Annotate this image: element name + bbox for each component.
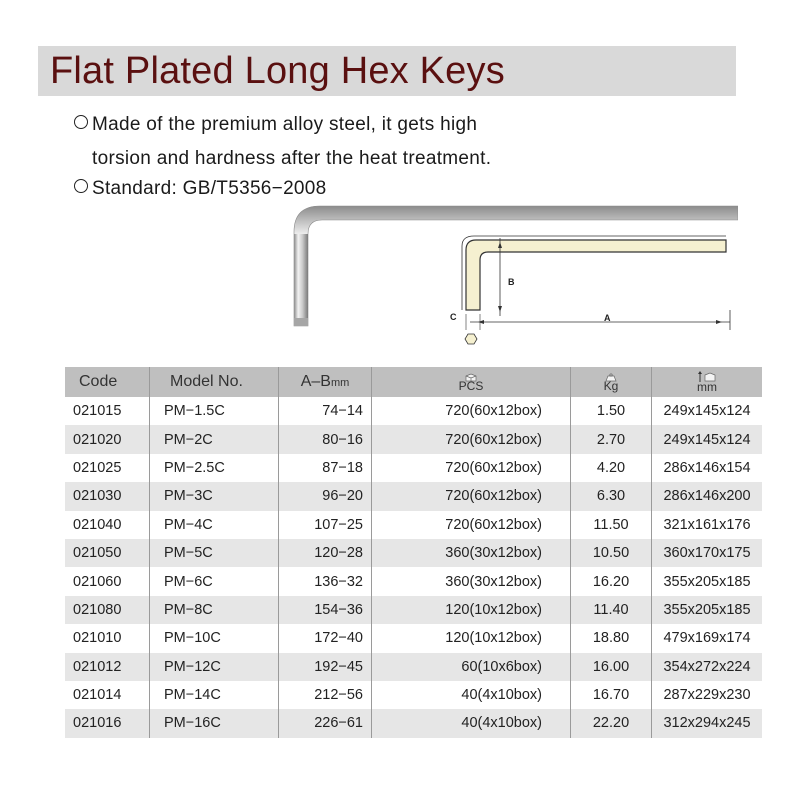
header-pcs bbox=[372, 367, 571, 397]
cell-code: 021010 bbox=[65, 624, 150, 652]
cell-mm: 249x145x124 bbox=[663, 403, 751, 420]
cell-mm: 321x161x176 bbox=[663, 516, 751, 533]
header-ab-label: A–B bbox=[300, 373, 331, 390]
feature-item bbox=[74, 108, 491, 142]
cell-mm: 287x229x230 bbox=[663, 687, 751, 704]
title-bar bbox=[38, 46, 736, 96]
cell-pcs: 120(10x12box) bbox=[372, 624, 571, 652]
cell-kg: 16.00 bbox=[571, 653, 652, 681]
cell-mm: 286x146x154 bbox=[663, 459, 751, 476]
cell-kg: 11.40 bbox=[571, 596, 652, 624]
cell-pcs: 720(60x12box) bbox=[372, 454, 571, 482]
cell-pcs: 720(60x12box) bbox=[372, 425, 571, 453]
table-row bbox=[65, 681, 762, 709]
cell-model: PM−14C bbox=[150, 681, 279, 709]
header-pcs-label: PCS bbox=[458, 378, 484, 393]
page-title: Flat Plated Long Hex Keys bbox=[50, 50, 505, 92]
spec-table bbox=[65, 367, 762, 738]
cell-mm: 312x294x245 bbox=[652, 709, 763, 737]
feature-list bbox=[74, 108, 491, 206]
table-row bbox=[65, 454, 762, 482]
label-b: B bbox=[508, 277, 515, 287]
cell-code: 021030 bbox=[65, 482, 150, 510]
cell-ab: 226−61 bbox=[279, 709, 372, 737]
cell-model: PM−6C bbox=[150, 567, 279, 595]
table-row bbox=[65, 539, 762, 567]
cell-model: PM−3C bbox=[150, 482, 279, 510]
cell-code: 021014 bbox=[65, 681, 150, 709]
cell-pcs: 360(30x12box) bbox=[372, 567, 571, 595]
cell-pcs: 720(60x12box) bbox=[372, 482, 571, 510]
label-c: C bbox=[450, 312, 457, 322]
circle-bullet-icon bbox=[74, 115, 88, 129]
cell-kg: 18.80 bbox=[571, 624, 652, 652]
table-row bbox=[65, 567, 762, 595]
cell-pcs: 720(60x12box) bbox=[372, 511, 571, 539]
cell-ab: 154−36 bbox=[279, 596, 372, 624]
cell-code: 021025 bbox=[65, 454, 150, 482]
cell-mm: 286x146x200 bbox=[652, 482, 763, 510]
cell-kg: 2.70 bbox=[571, 425, 652, 453]
table-row bbox=[65, 624, 762, 652]
cell-kg: 10.50 bbox=[571, 539, 652, 567]
cell-ab: 120−28 bbox=[279, 539, 372, 567]
cell-ab: 136−32 bbox=[279, 567, 372, 595]
header-ab-unit: mm bbox=[330, 377, 350, 389]
cell-ab: 96−20 bbox=[279, 482, 372, 510]
feature-text: torsion and hardness after the heat treatment. bbox=[92, 148, 492, 169]
cell-kg: 1.50 bbox=[571, 397, 652, 425]
header-mm-label: mm bbox=[697, 380, 717, 394]
cell-mm: 249x145x124 bbox=[652, 425, 763, 453]
feature-text: Made of the premium alloy steel, it gets high bbox=[92, 114, 478, 135]
cell-kg: 11.50 bbox=[571, 511, 652, 539]
table-header-row bbox=[65, 367, 762, 397]
cell-mm: 360x170x175 bbox=[652, 539, 763, 567]
cell-ab: 87−18 bbox=[279, 454, 372, 482]
table-row bbox=[65, 397, 762, 425]
cell-model: PM−12C bbox=[150, 653, 279, 681]
header-model: Model No. bbox=[150, 367, 279, 397]
cell-kg: 22.20 bbox=[571, 709, 652, 737]
cell-code: 021015 bbox=[65, 397, 150, 425]
cell-ab: 212−56 bbox=[279, 681, 372, 709]
circle-bullet-icon bbox=[74, 179, 88, 193]
header-code: Code bbox=[65, 367, 150, 397]
cell-model: PM−5C bbox=[150, 539, 279, 567]
cell-code: 021040 bbox=[65, 511, 150, 539]
cell-ab: 107−25 bbox=[279, 511, 372, 539]
cell-model: PM−2C bbox=[150, 425, 279, 453]
cell-model: PM−16C bbox=[150, 709, 279, 737]
header-ab bbox=[279, 367, 372, 397]
cell-model: PM−4C bbox=[150, 511, 279, 539]
cell-kg: 16.20 bbox=[571, 567, 652, 595]
dimension-diagram bbox=[440, 230, 740, 355]
table-row bbox=[65, 482, 762, 510]
cell-code: 021080 bbox=[65, 596, 150, 624]
cell-pcs: 720(60x12box) bbox=[372, 397, 571, 425]
cell-code: 021012 bbox=[65, 653, 150, 681]
cell-code: 021020 bbox=[65, 425, 150, 453]
cell-pcs: 360(30x12box) bbox=[372, 539, 571, 567]
header-kg bbox=[571, 367, 652, 397]
cell-model: PM−10C bbox=[150, 624, 279, 652]
cell-mm: 355x205x185 bbox=[652, 596, 763, 624]
cell-kg: 16.70 bbox=[571, 681, 652, 709]
feature-item-continuation bbox=[74, 142, 491, 176]
cell-code: 021016 bbox=[65, 709, 150, 737]
table-row bbox=[65, 653, 762, 681]
cell-ab: 80−16 bbox=[279, 425, 372, 453]
cell-code: 021060 bbox=[65, 567, 150, 595]
table-row bbox=[65, 709, 762, 737]
label-a: A bbox=[604, 313, 611, 323]
cell-model: PM−8C bbox=[150, 596, 279, 624]
cell-kg: 6.30 bbox=[571, 482, 652, 510]
cell-ab: 192−45 bbox=[279, 653, 372, 681]
cell-ab: 172−40 bbox=[279, 624, 372, 652]
table-row bbox=[65, 425, 762, 453]
header-mm bbox=[652, 367, 763, 397]
cell-pcs: 60(10x6box) bbox=[372, 653, 571, 681]
cell-model: PM−2.5C bbox=[150, 454, 279, 482]
header-kg-label: Kg bbox=[603, 378, 619, 393]
hexagon-icon bbox=[465, 334, 477, 344]
cell-mm: 479x169x174 bbox=[663, 630, 751, 647]
cell-mm: 355x205x185 bbox=[663, 573, 751, 590]
cell-pcs: 40(4x10box) bbox=[372, 709, 571, 737]
table-row bbox=[65, 511, 762, 539]
cell-pcs: 120(10x12box) bbox=[372, 596, 571, 624]
table-row bbox=[65, 596, 762, 624]
cell-mm: 354x272x224 bbox=[652, 653, 763, 681]
cell-ab: 74−14 bbox=[279, 397, 372, 425]
standard-text: Standard: GB/T5356−2008 bbox=[92, 178, 327, 199]
cell-kg: 4.20 bbox=[571, 454, 652, 482]
cell-model: PM−1.5C bbox=[150, 397, 279, 425]
cell-pcs: 40(4x10box) bbox=[372, 681, 571, 709]
cell-code: 021050 bbox=[65, 539, 150, 567]
